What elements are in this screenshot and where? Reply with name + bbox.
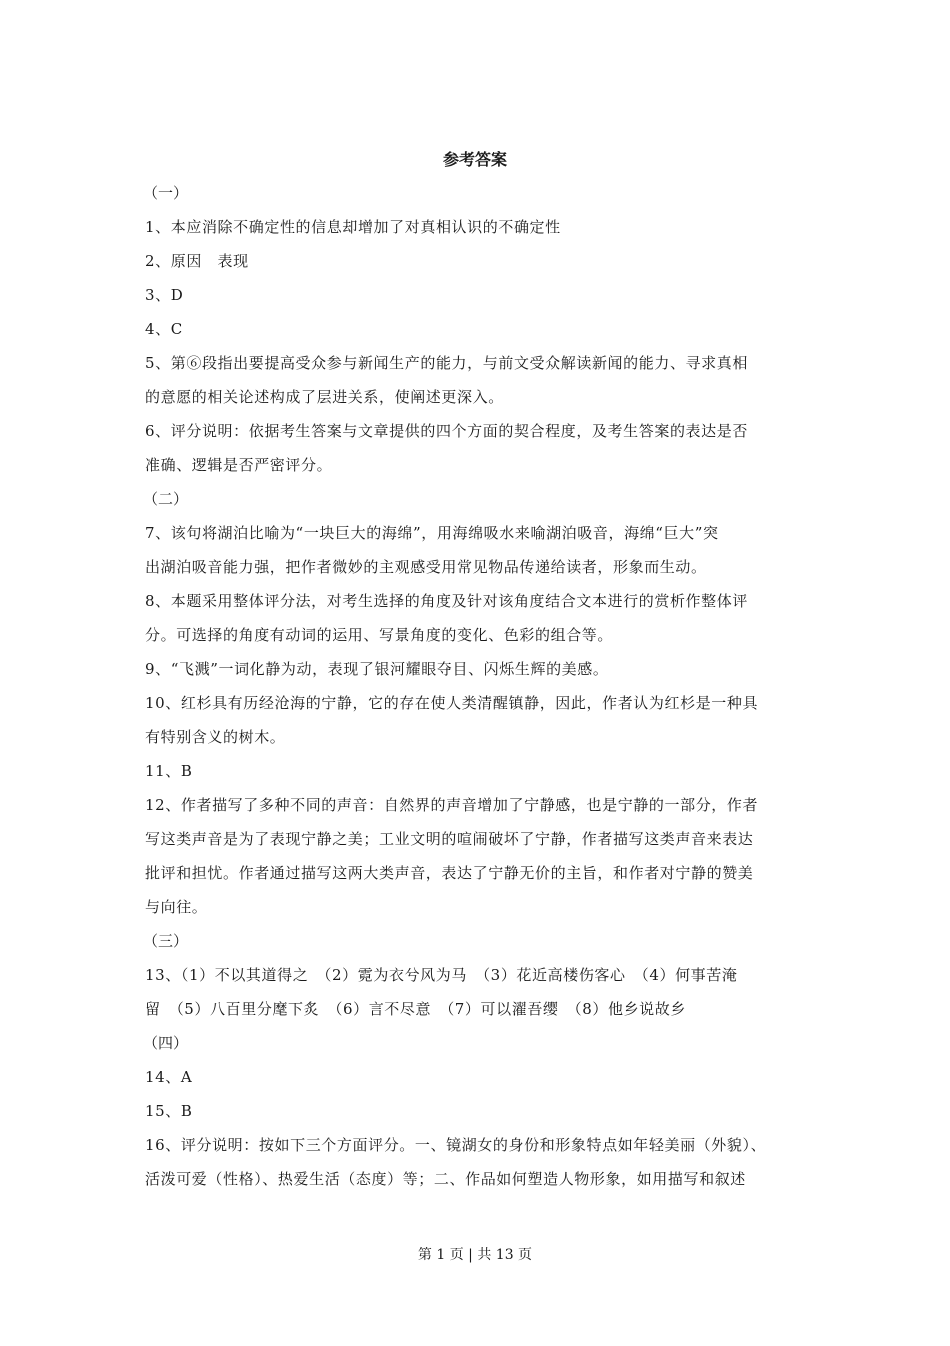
section-heading-2: （二）: [143, 490, 189, 508]
page-footer: 第 1 页 | 共 13 页: [417, 1247, 533, 1263]
page-title: 参考答案: [442, 150, 507, 169]
answer-12-line-3: 批评和担忧。作者通过描写这两大类声音，表达了宁静无价的主旨，和作者对宁静的赞美: [145, 864, 754, 882]
answer-content: [145, 181, 807, 1201]
answer-5-line-2: 的意愿的相关论述构成了层进关系，使阐述更深入。: [145, 388, 504, 406]
answer-8-line-2: 分。可选择的角度有动词的运用、写景角度的变化、色彩的组合等。: [145, 626, 614, 644]
answer-14: 14、A: [145, 1068, 193, 1086]
answer-6-line-1: 6、评分说明：依据考生答案与文章提供的四个方面的契合程度，及考生答案的表达是否: [145, 422, 748, 440]
answer-6-line-2: 准确、逻辑是否严密评分。: [145, 456, 333, 474]
answer-1: 1、本应消除不确定性的信息却增加了对真相认识的不确定性: [145, 218, 561, 236]
section-heading-3: （三）: [143, 932, 189, 950]
section-heading-1: （一）: [143, 184, 189, 202]
answer-8-line-1: 8、本题采用整体评分法，对考生选择的角度及针对该角度结合文本进行的赏析作整体评: [145, 592, 748, 610]
answer-4: 4、C: [145, 320, 183, 338]
answer-13-line-1: 13、（1）不以其道得之 （2）霓为衣兮风为马 （3）花近高楼伤客心 （4）何事苦淹: [145, 966, 738, 984]
answer-5-line-1: 5、第⑥段指出要提高受众参与新闻生产的能力，与前文受众解读新闻的能力、寻求真相: [145, 354, 748, 372]
answer-16-line-2: 活泼可爱（性格）、热爱生活（态度）等；二、作品如何塑造人物形象，如用描写和叙述: [145, 1170, 746, 1188]
answer-15: 15、B: [145, 1102, 193, 1120]
answer-11: 11、B: [145, 762, 193, 780]
answer-7-line-2: 出湖泊吸音能力强，把作者微妙的主观感受用常见物品传递给读者，形象而生动。: [145, 558, 707, 576]
answer-10-line-1: 10、红杉具有历经沧海的宁静，它的存在使人类清醒镇静，因此，作者认为红杉是一种具: [145, 694, 759, 712]
answer-13-line-2: 留 （5）八百里分麾下炙 （6）言不尽意 （7）可以濯吾缨 （8）他乡说故乡: [145, 1000, 686, 1018]
answer-12-line-4: 与向往。: [145, 898, 208, 916]
answer-12-line-2: 写这类声音是为了表现宁静之美；工业文明的喧闹破坏了宁静，作者描写这类声音来表达: [145, 830, 754, 848]
answer-9: 9、“飞溅”一词化静为动，表现了银河耀眼夺目、闪烁生辉的美感。: [145, 660, 609, 678]
section-heading-4: （四）: [143, 1034, 189, 1052]
answer-3: 3、D: [145, 286, 184, 304]
answer-7-line-1: 7、该句将湖泊比喻为“一块巨大的海绵”，用海绵吸水来喻湖泊吸音，海绵“巨大”突: [145, 524, 719, 542]
answer-16-line-1: 16、评分说明：按如下三个方面评分。一、镜湖女的身份和形象特点如年轻美丽（外貌）、: [145, 1136, 767, 1154]
answer-10-line-2: 有特别含义的树木。: [145, 728, 286, 746]
answer-12-line-1: 12、作者描写了多种不同的声音：自然界的声音增加了宁静感，也是宁静的一部分，作者: [145, 796, 759, 814]
answer-2: 2、原因 表现: [145, 252, 249, 270]
